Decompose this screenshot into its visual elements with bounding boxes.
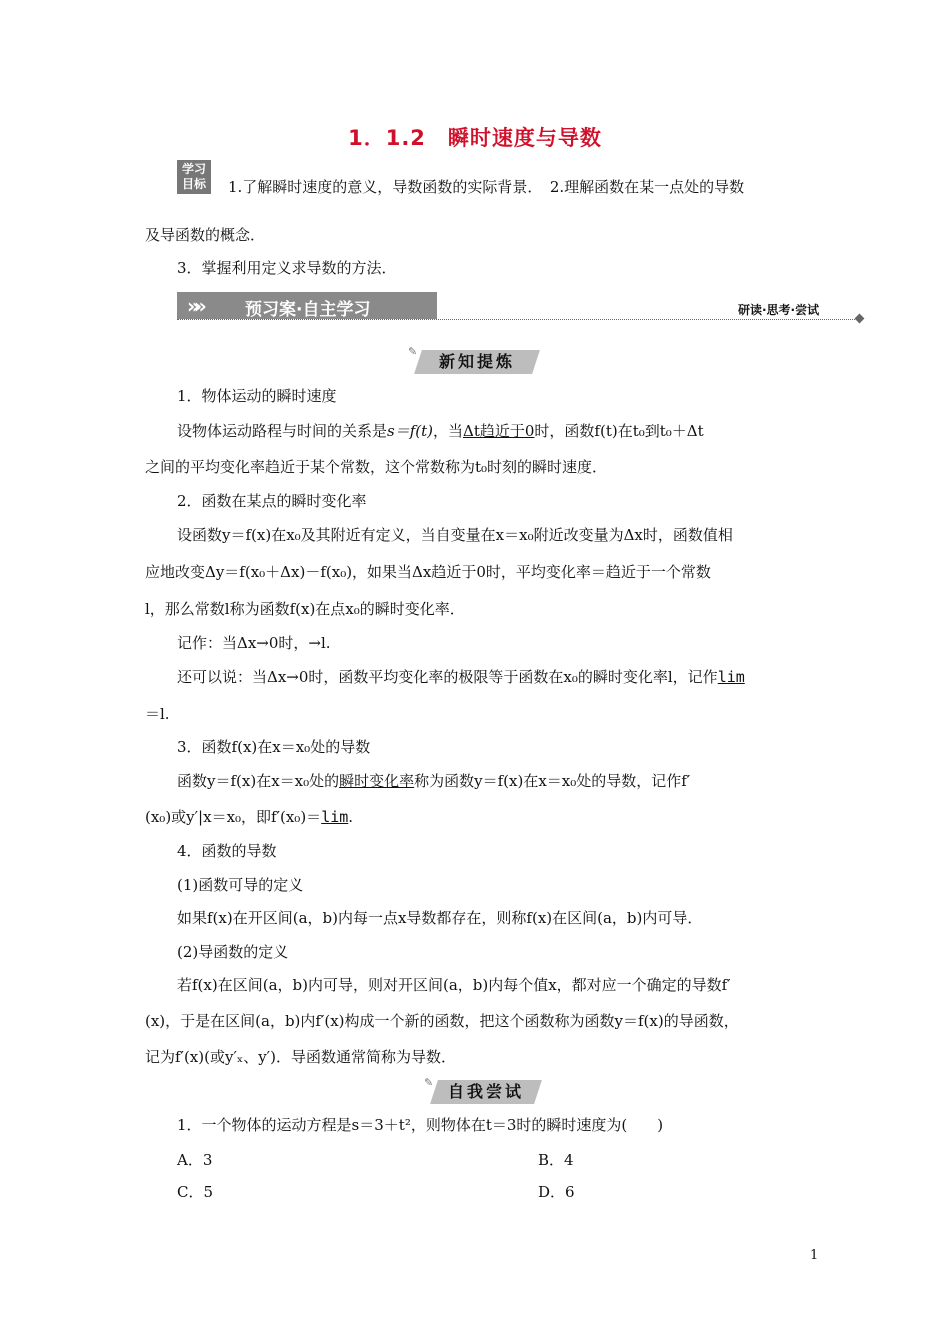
heading-3: 3．函数f(x)在x＝x₀处的导数 bbox=[177, 738, 371, 756]
page-number: 1 bbox=[810, 1248, 819, 1263]
heading-1: 1．物体运动的瞬时速度 bbox=[177, 387, 337, 405]
section-icon: ✎ bbox=[424, 1076, 434, 1089]
paragraph-2c: l，那么常数l称为函数f(x)在点x₀的瞬时变化率． bbox=[145, 600, 465, 618]
diamond-icon bbox=[855, 314, 865, 324]
paragraph-3a: 函数y＝f(x)在x＝x₀处的瞬时变化率称为函数y＝f(x)在x＝x₀处的导数，记作f′ bbox=[177, 772, 691, 790]
section-tag-new-knowledge: 新知提炼 bbox=[414, 350, 540, 374]
option-d: D．6 bbox=[538, 1183, 575, 1201]
objectives-line3: 3．掌握利用定义求导数的方法． bbox=[177, 259, 397, 277]
banner-right-text: 研读·思考·尝试 bbox=[738, 303, 820, 317]
paragraph-4-2b: (x)，于是在区间(a，b)内f′(x)构成一个新的函数，把这个函数称为函数y＝f(x)的导函数， bbox=[145, 1012, 739, 1030]
paragraph-3b: (x₀)或y′|x＝x₀，即f′(x₀)＝lim. bbox=[145, 808, 354, 826]
heading-4-1: (1)函数可导的定义 bbox=[177, 876, 304, 894]
paragraph-2f: ＝l. bbox=[145, 705, 170, 723]
paragraph-4-2a: 若f(x)在区间(a，b)内可导，则对开区间(a，b)内每个值x，都对应一个确定的导数f′ bbox=[177, 976, 731, 994]
heading-4: 4．函数的导数 bbox=[177, 842, 277, 860]
objectives-badge bbox=[177, 160, 211, 194]
section-icon: ✎ bbox=[408, 345, 418, 358]
objectives-line1: 1.了解瞬时速度的意义，导数函数的实际背景． 2.理解函数在某一点处的导数 bbox=[228, 178, 745, 196]
paragraph-2e: 还可以说：当Δx→0时，函数平均变化率的极限等于函数在x₀的瞬时变化率l，记作lim bbox=[177, 668, 745, 686]
badge-line1: 学习 bbox=[181, 162, 206, 176]
option-c: C．5 bbox=[177, 1183, 214, 1201]
option-b: B．4 bbox=[538, 1151, 574, 1169]
question-1: 1．一个物体的运动方程是s＝3＋t²，则物体在t＝3时的瞬时速度为( ) bbox=[177, 1116, 664, 1134]
badge-line2: 目标 bbox=[181, 177, 206, 191]
heading-2: 2．函数在某点的瞬时变化率 bbox=[177, 492, 367, 510]
paragraph-1a: 设物体运动路程与时间的关系是s＝f(t)，当Δt趋近于0时，函数f(t)在t₀到t₀＋Δt bbox=[177, 422, 704, 440]
paragraph-1b: 之间的平均变化率趋近于某个常数，这个常数称为t₀时刻的瞬时速度． bbox=[145, 458, 608, 476]
banner-label: 预习案·自主学习 bbox=[245, 300, 371, 320]
option-a: A．3 bbox=[177, 1151, 213, 1169]
paragraph-2a: 设函数y＝f(x)在x₀及其附近有定义，当自变量在x＝x₀附近改变量为Δx时，函数值相 bbox=[177, 526, 733, 544]
paragraph-2d: 记作：当Δx→0时，→l. bbox=[177, 634, 331, 652]
paragraph-2b: 应地改变Δy＝f(x₀＋Δx)－f(x₀)，如果当Δx趋近于0时，平均变化率＝趋近于一个常数 bbox=[145, 563, 711, 581]
page-title: 1．1.2 瞬时速度与导数 bbox=[348, 126, 602, 150]
chevron-icon: »» bbox=[187, 294, 201, 318]
preview-banner bbox=[177, 292, 437, 319]
objectives-line2: 及导函数的概念． bbox=[145, 226, 266, 244]
section-tag-self-try: 自我尝试 bbox=[430, 1080, 542, 1104]
paragraph-4-2c: 记为f′(x)(或y′ₓ、y′)．导函数通常简称为导数． bbox=[145, 1048, 456, 1066]
heading-4-2: (2)导函数的定义 bbox=[177, 943, 289, 961]
paragraph-4-1: 如果f(x)在开区间(a，b)内每一点x导数都存在，则称f(x)在区间(a，b)内可导． bbox=[177, 909, 703, 927]
